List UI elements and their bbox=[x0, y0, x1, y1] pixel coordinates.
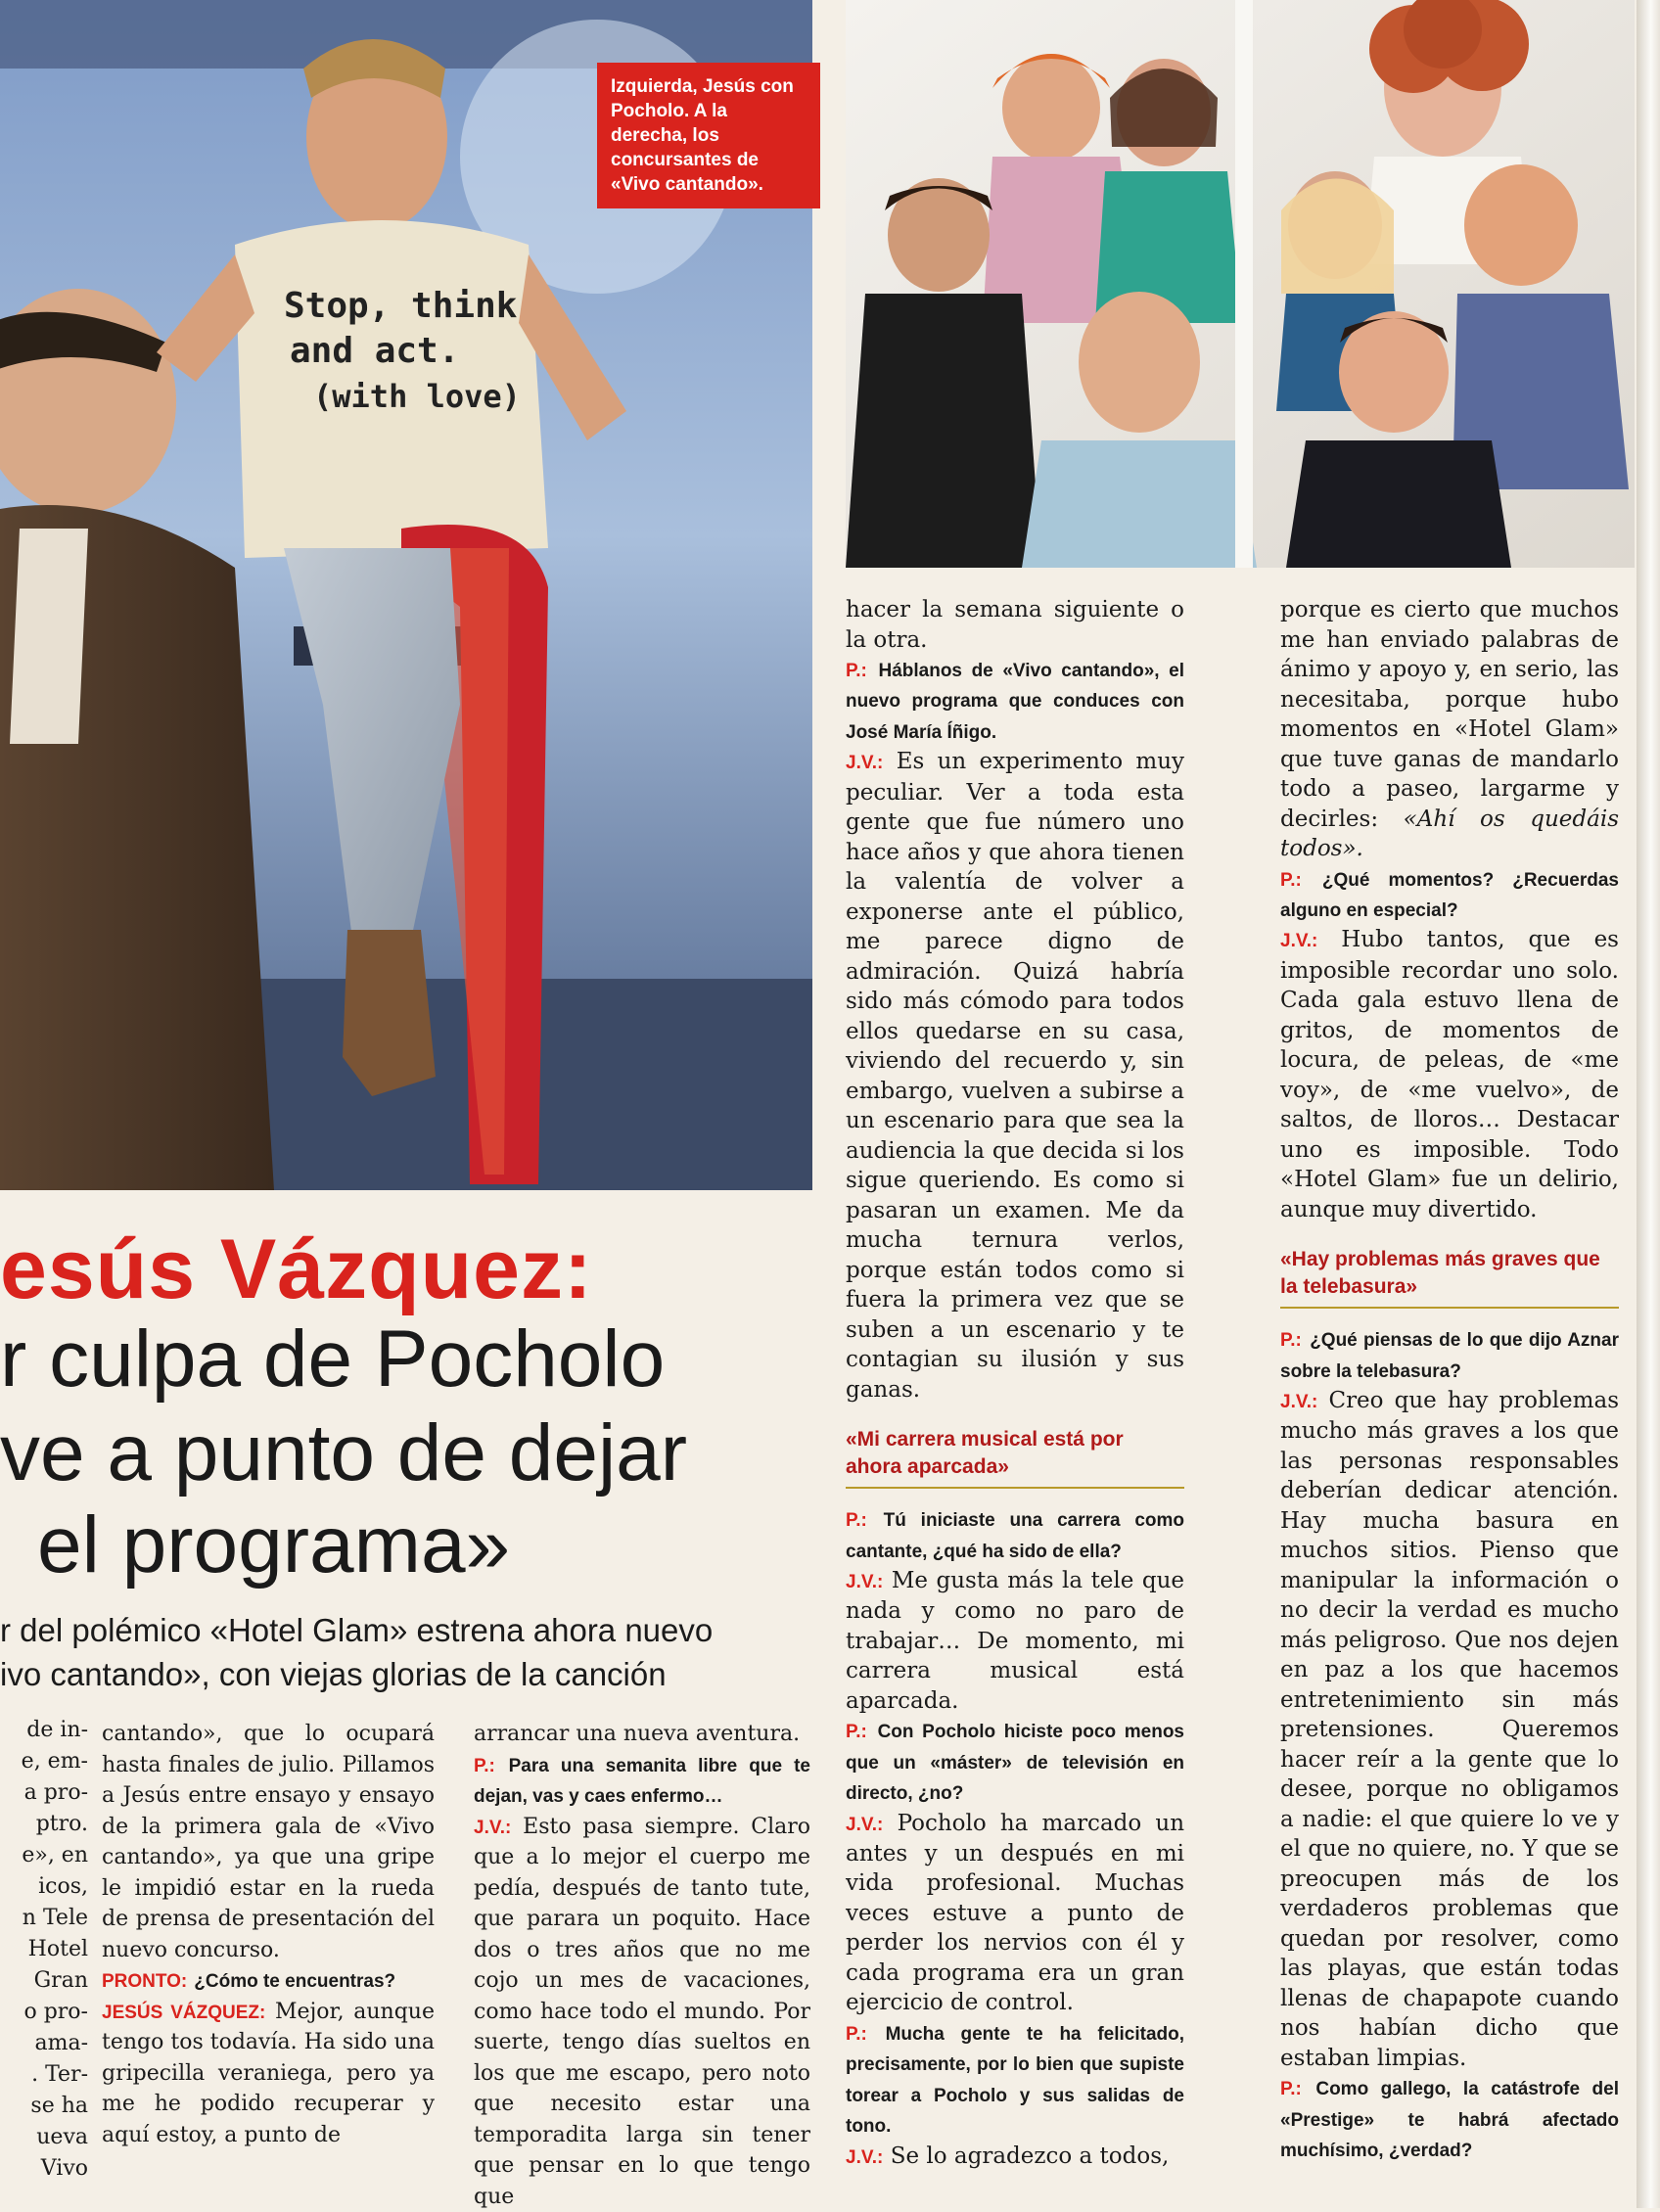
headline-line-3: el programa» bbox=[37, 1500, 511, 1590]
column-4 bbox=[846, 595, 1184, 2172]
question-text: ¿Qué momentos? ¿Recuerdas alguno en especial? bbox=[1280, 869, 1619, 921]
tshirt-print bbox=[284, 284, 521, 419]
column-3 bbox=[474, 1719, 810, 2212]
subheading: «Mi carrera musical está por ahora aparcada» bbox=[846, 1426, 1184, 1489]
page-edge bbox=[1637, 0, 1660, 2208]
answer-text: Mejor, aunque tengo tos todavía. Ha sido una gripecilla veraniega, pero ya me he podido recuperar y aquí estoy, a punto de bbox=[102, 1999, 435, 2147]
col1-line: se ha bbox=[30, 2094, 88, 2118]
answer-text: Creo que hay problemas mucho más graves a los que las personas responsables deberían dedicar atención. Hay mucha basura en muchos sitios. Pienso que manipular la información o no decir la verdad es mucho más peligroso. Que nos dejen en paz a los que hacemos entretenimiento sin más pretensiones. Queremos hacer reír a la gente que lo desee, porque no obligamos a nadie: el que quiere lo ve y el que no quiere, no. Y que se preocupen más de los verdaderos problemas que quedan por resolver, como las playas, que están todas llenas de chapapote cuando nos habían dicho que estaban limpias. bbox=[1280, 1388, 1619, 2071]
headline-line-2: ve a punto de dejar bbox=[0, 1408, 688, 1498]
question-text: Tú iniciaste una carrera como cantante, ¿qué ha sido de ella? bbox=[846, 1510, 1184, 1562]
answer-label: J.V.: bbox=[1280, 1392, 1318, 1413]
col1-line: o pro- bbox=[23, 2000, 88, 2024]
col1-line: a pro- bbox=[23, 1780, 88, 1805]
question-label: P.: bbox=[1280, 2079, 1302, 2100]
tshirt-line-2: and act. bbox=[290, 331, 460, 371]
question-label: P.: bbox=[846, 1722, 867, 1743]
tshirt-line-1: Stop, think bbox=[284, 286, 518, 326]
col3-paragraph: arrancar una nueva aventura. bbox=[474, 1722, 801, 1746]
question-text: Háblanos de «Vivo cantando», el nuevo programa que conduces con José María Íñigo. bbox=[846, 661, 1184, 743]
question-label: P.: bbox=[846, 661, 867, 681]
answer-label: J.V.: bbox=[1280, 931, 1318, 952]
answer-label: J.V.: bbox=[846, 753, 884, 774]
col1-line: icos, bbox=[38, 1874, 88, 1899]
subheading: «Hay problemas más graves que la telebasura» bbox=[1280, 1246, 1619, 1309]
col4-paragraph: hacer la semana siguiente o la otra. bbox=[846, 597, 1184, 653]
question-label: P.: bbox=[1280, 869, 1302, 891]
question-text: ¿Qué piensas de lo que dijo Aznar sobre la telebasura? bbox=[1280, 1330, 1619, 1382]
col1-line: n Tele bbox=[22, 1906, 88, 1930]
headline-name: esús Vázquez: bbox=[0, 1222, 593, 1316]
col1-line: de in- bbox=[26, 1718, 88, 1742]
col2-paragraph: cantando», que lo ocupará hasta finales de julio. Pillamos a Jesús entre ensayo y ensayo de la primera gala de «Vivo cantando», ya que una gripe le impidió estar en la rueda de prensa de presentación del nuevo concurso. bbox=[102, 1722, 435, 1962]
col1-line: Hotel bbox=[27, 1937, 88, 1961]
answer-label: J.V.: bbox=[474, 1817, 512, 1838]
col1-line: . Ter- bbox=[31, 2062, 88, 2087]
question-label: P.: bbox=[474, 1755, 495, 1776]
question-text: Mucha gente te ha felicitado, precisamente, por lo bien que supiste torear a Pocholo y sus salidas de tono. bbox=[846, 2023, 1185, 2138]
column-2 bbox=[102, 1719, 435, 2150]
col1-line: ama- bbox=[34, 2031, 88, 2055]
question-label: P.: bbox=[846, 2023, 867, 2045]
answer-text: Me gusta más la tele que nada y como no paro de trabajar… De momento, mi carrera musical está aparcada. bbox=[846, 1567, 1185, 1714]
col1-line: ptro. bbox=[35, 1812, 88, 1836]
question-text: Como gallego, la catástrofe del «Prestige» te habrá afectado muchísimo, ¿verdad? bbox=[1280, 2079, 1620, 2162]
question-text: Para una semanita libre que te dejan, vas y caes enfermo… bbox=[474, 1755, 810, 1807]
col1-line: e», en bbox=[22, 1843, 88, 1867]
question-text: ¿Cómo te encuentras? bbox=[194, 1971, 396, 1992]
answer-text: Pocholo ha marcado un antes y un después en mi vida profesional. Muchas veces estuve a punto de perder los nervios con él y cada programa era un gran ejercicio de control. bbox=[846, 1810, 1185, 2016]
answer-label: JESÚS VÁZQUEZ: bbox=[102, 2002, 266, 2023]
col1-line: e, em- bbox=[21, 1749, 88, 1774]
photo-contestants-image bbox=[846, 0, 1635, 568]
question-label: P.: bbox=[846, 1510, 867, 1532]
answer-text: Se lo agradezco a todos, bbox=[890, 2143, 1170, 2169]
answer-label: J.V.: bbox=[846, 1571, 884, 1592]
col5-italic-quote: «Ahí os quedáis todos». bbox=[1280, 806, 1620, 861]
column-5 bbox=[1280, 595, 1619, 2166]
photo-caption: Izquierda, Jesús con Pocholo. A la derecha, los concursantes de «Vivo cantando». bbox=[597, 63, 820, 208]
tshirt-line-3: (with love) bbox=[313, 378, 521, 415]
column-1 bbox=[0, 1715, 88, 2185]
col1-line: Gran bbox=[33, 1968, 88, 1993]
deck-line-1: r del polémico «Hotel Glam» estrena ahora nuevo bbox=[0, 1612, 714, 1648]
col1-line: ueva bbox=[36, 2125, 88, 2149]
col5-paragraph: porque es cierto que muchos me han enviado palabras de ánimo y apoyo y, en serio, las necesitaba, porque hubo momentos en «Hotel Glam» que tuve ganas de mandarlo todo a paseo, largarme y decirles: bbox=[1280, 597, 1619, 832]
answer-text: Esto pasa siempre. Claro que a lo mejor el cuerpo me pedía, después de tanto tute, que parara un poquito. Hace dos o tres años que no me cojo un mes de vacaciones, como hace todo el mundo. Por suerte, tengo días sueltos en los que me escapo, pero noto que necesito estar una temporadita larga sin tener que pensar en lo que tengo que bbox=[474, 1814, 810, 2209]
answer-label: J.V.: bbox=[846, 2146, 884, 2168]
question-label: P.: bbox=[1280, 1330, 1302, 1352]
col1-line: Vivo bbox=[40, 2156, 88, 2181]
answer-text: Es un experimento muy peculiar. Ver a toda esta gente que fue número uno hace años y que ahora tienen la valentía de volver a exponerse ante el público, me parece digno de admiración. Quizá habría sido más cómodo para todos ellos quedarse en su casa, viviendo del recuerdo y, sin embargo, vuelven a subirse a un escenario para que sea la audiencia la que decida si los sigue queriendo. Es como si pasaran un examen. Me da mucha ternura verlos, porque están todos como si fuera la primera vez que se suben a un escenario y te contagian su ilusión y sus ganas. bbox=[846, 749, 1184, 1403]
question-label: PRONTO: bbox=[102, 1971, 188, 1992]
photo-contestants bbox=[846, 0, 1635, 568]
answer-label: J.V.: bbox=[846, 1814, 884, 1835]
deck-line-2: ivo cantando», con viejas glorias de la canción bbox=[0, 1656, 667, 1692]
question-text: Con Pocholo hiciste poco menos que un «máster» de televisión en directo, ¿no? bbox=[846, 1722, 1184, 1805]
answer-text: Hubo tantos, que es imposible recordar uno solo. Cada gala estuvo llena de gritos, de momentos de locura, de peleas, de «me voy», de «me vuelvo», de saltos, de lloros… Destacar uno es imposible. Todo «Hotel Glam» fue un delirio, aunque muy divertido. bbox=[1280, 927, 1619, 1222]
headline-line-1: r culpa de Pocholo bbox=[0, 1314, 666, 1404]
